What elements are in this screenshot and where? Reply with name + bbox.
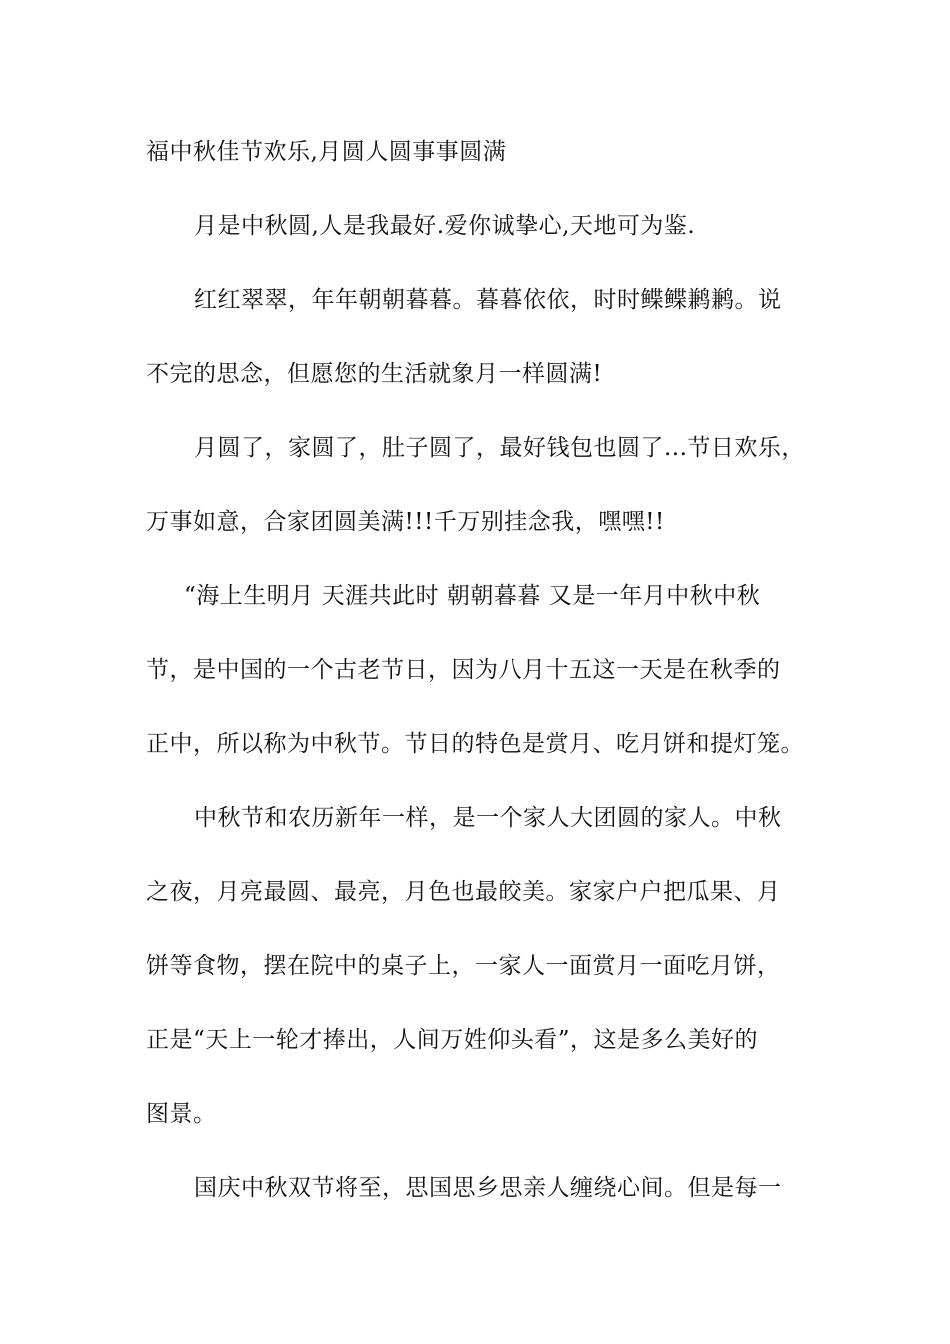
paragraph-line: 中秋节和农历新年一样，是一个家人大团圆的家人。中秋 xyxy=(194,805,782,831)
paragraph-line: 国庆中秋双节将至，思国思乡思亲人缠绕心间。但是每一 xyxy=(194,1175,782,1201)
paragraph-line: 万事如意，合家团圆美满!!!千万别挂念我，嘿嘿!! xyxy=(146,509,665,535)
paragraph-line: 饼等食物，摆在院中的桌子上，一家人一面赏月一面吃月饼， xyxy=(146,953,781,979)
paragraph-line: “海上生明月 天涯共此时 朝朝暮暮 又是一年月中秋中秋 xyxy=(184,583,761,609)
paragraph-line: 月是中秋圆,人是我最好.爱你诚挚心,天地可为鉴. xyxy=(194,213,696,239)
paragraph-line: 不完的思念，但愿您的生活就象月一样圆满! xyxy=(146,361,603,387)
paragraph-line: 图景。 xyxy=(146,1101,217,1127)
paragraph-line: 正是“天上一轮才捧出，人间万姓仰头看”，这是多么美好的 xyxy=(146,1027,759,1053)
paragraph-line: 红红翠翠，年年朝朝暮暮。暮暮依依，时时鲽鲽鹣鹣。说 xyxy=(194,287,782,313)
paragraph-line: 节，是中国的一个古老节日，因为八月十五这一天是在秋季的 xyxy=(146,657,781,683)
paragraph-line: 之夜，月亮最圆、最亮，月色也最皎美。家家户户把瓜果、月 xyxy=(146,879,781,905)
paragraph-line: 福中秋佳节欢乐,月圆人圆事事圆满 xyxy=(146,139,507,165)
paragraph-line: 正中，所以称为中秋节。节日的特色是赏月、吃月饼和提灯笼。 xyxy=(146,731,804,757)
paragraph-line: 月圆了，家圆了，肚子圆了，最好钱包也圆了...节日欢乐， xyxy=(194,435,805,461)
